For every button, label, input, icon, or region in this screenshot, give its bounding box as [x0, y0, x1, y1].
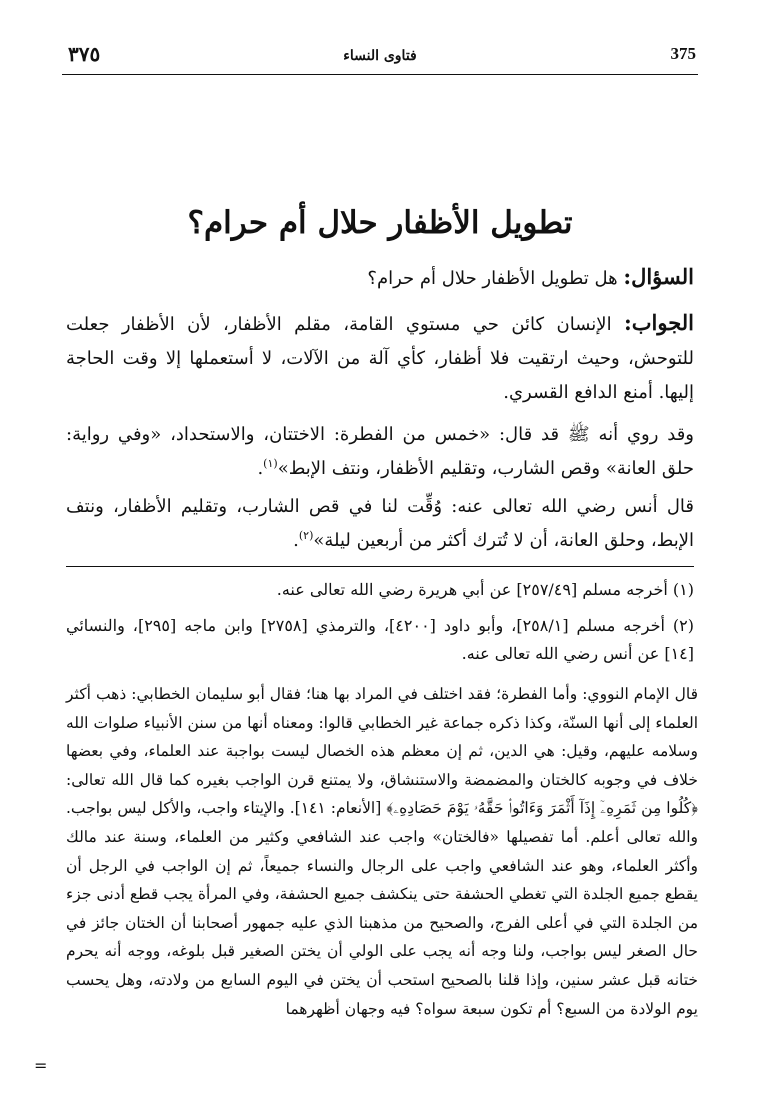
- hadith-paragraph: [66, 418, 694, 486]
- footnote-divider: [66, 566, 694, 567]
- page-number-arabic: ٣٧٥: [68, 42, 101, 66]
- commentary-paragraph: قال الإمام النووي: وأما الفطرة؛ فقد اختلف في المراد بها هنا؛ فقال أبو سليمان الخطابي: ذهب أكثر العلماء إلى أنها السنّة، وكذا ذكره جماعة غير الخطابي قالوا: ومعناه أنها من سنن الأنبياء صلوات الله وسلامه عليهم، وقيل: هي الدين، ثم إن معظم هذه الخصال ليست بواجبة عند العلماء، وفي بعضها خلاف في وجوبه كالختان والمضمضة والاستنشاق، ولا يمتنع قرن الواجب بغيره كما قال الله تعالى: ﴿كُلُوا مِن ثَمَرِهِۦٓ إِذَآ أَثْمَرَ وَءَاتُوا۟ حَقَّهُۥ يَوْمَ حَصَادِهِۦ﴾ [الأنعام: ١٤١]. والإيتاء واجب، والأكل ليس بواجب. والله تعالى أعلم. أما تفصيلها «فالختان» واجب عند الشافعي وكثير من العلماء، وسنة عند مالك وأكثر العلماء، وهو عند الشافعي واجب على الرجال والنساء جميعاً، ثم إن الواجب في الرجل أن يقطع جميع الجلدة التي تغطي الحشفة حتى ينكشف جميع الحشفة، وفي المرأة يجب قطع أدنى جزء من الجلدة التي في أعلى الفرج، والصحيح من مذهبنا الذي عليه جمهور أصحابنا أن الختان جائز في حال الصغر ليس بواجب، ولنا وجه أنه يجب على الولي أن يختن الصغير قبل بلوغه، ووجه أنه يحرم ختانه قبل عشر سنين، وإذا قلنا بالصحيح استحب أن يختن في اليوم السابع من ولادته، وهل يحسب يوم الولادة من السبع؟ أم تكون سبعة سواه؟ فيه وجهان أظهرهما: [66, 685, 698, 1018]
- anas-end: .: [293, 530, 299, 551]
- answer-label: الجواب:: [624, 310, 694, 335]
- question-label: السؤال:: [623, 264, 694, 289]
- answer-paragraph: [66, 306, 694, 410]
- page-number-latin: 375: [670, 44, 696, 63]
- footnote-2: (٢) أخرجه مسلم [٢٥٨/١]، وأبو داود [٤٢٠٠]، والترمذي [٢٧٥٨] وابن ماجه [٢٩٥]، والنسائي [١٤] عن أنس رضي الله تعالى عنه.: [66, 616, 695, 663]
- anas-paragraph: [66, 490, 694, 558]
- footnote-1: (١) أخرجه مسلم [٢٥٧/٤٩] عن أبي هريرة رضي الله تعالى عنه.: [276, 580, 694, 599]
- continuation-mark: =: [34, 1056, 48, 1075]
- page-header: [62, 42, 698, 78]
- running-title: فتاوى النساء: [343, 48, 417, 64]
- question-text: هل تطويل الأظفار حلال أم حرام؟: [367, 268, 624, 289]
- section-title: تطويل الأظفار حلال أم حرام؟: [187, 204, 573, 241]
- hadith-end: .: [257, 458, 264, 479]
- footnote-ref-2: (٢): [298, 529, 314, 542]
- anas-text: قال أنس رضي الله تعالى عنه: وُقِّت لنا في قص الشارب، وتقليم الأظفار، ونتف الإبط، وحلق العانة، أن لا تُترك أكثر من أربعين ليلة»: [66, 496, 694, 551]
- header-rule: [62, 74, 698, 75]
- hadith-text: وقد روي أنه ﷺ قد قال: «خمس من الفطرة: الاختتان، والاستحداد، «وفي رواية: حلق العانة» وقص الشارب، وتقليم الأظفار، ونتف الإبط»: [66, 424, 694, 479]
- question-paragraph: [66, 262, 694, 294]
- answer-text: الإنسان كائن حي مستوي القامة، مقلم الأظفار، لأن الأظفار جعلت للتوحش، وحيث ارتقيت فلا أظفار، كأي آلة من الآلات، لا أستعملها إلا وقت الحاجة إليها. أمنع الدافع القسري.: [66, 314, 694, 403]
- footnote-ref-1: (١): [263, 457, 278, 470]
